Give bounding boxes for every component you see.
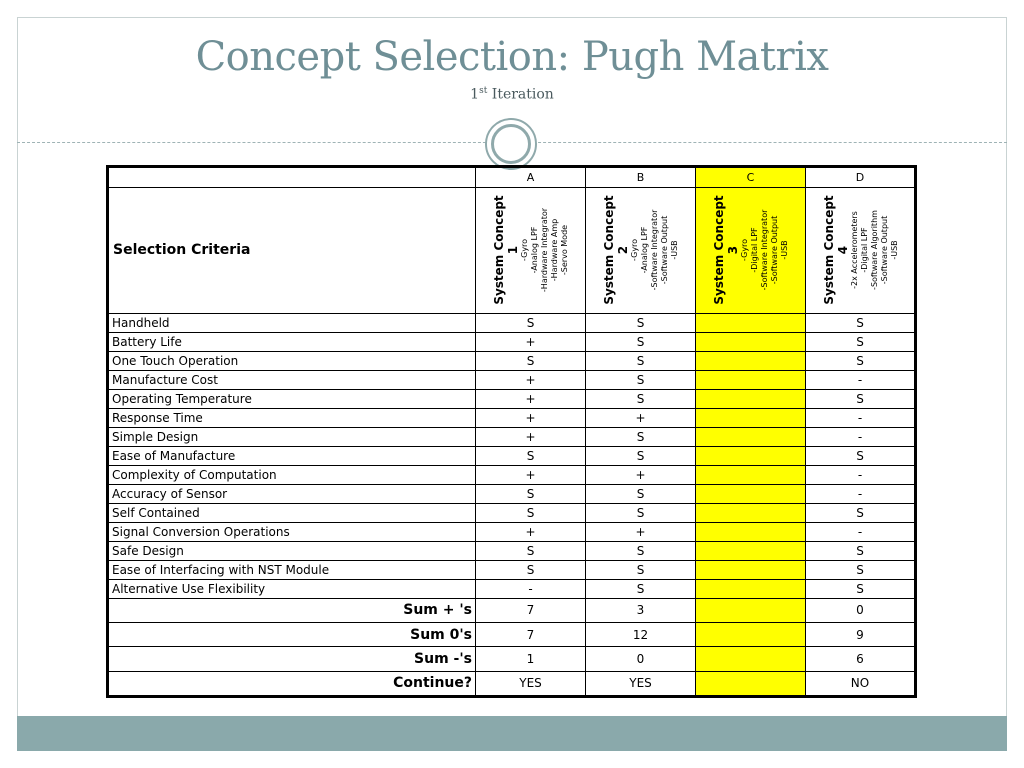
concept-name: System Concept 2 — [602, 195, 630, 306]
score-cell-c — [696, 541, 806, 560]
slide-subtitle — [0, 86, 1024, 103]
concept-feature: -Gyro — [740, 239, 749, 262]
footer-bar — [17, 716, 1007, 751]
subtitle-number: 1 — [470, 86, 480, 103]
score-cell-b: + — [586, 408, 696, 427]
table-row — [108, 389, 916, 408]
score-cell-a: + — [476, 370, 586, 389]
score-cell-a: S — [476, 351, 586, 370]
concept-feature: -Software Integrator — [760, 210, 769, 291]
score-cell-c — [696, 332, 806, 351]
table-row — [108, 484, 916, 503]
summary-row — [108, 671, 916, 696]
table-row — [108, 408, 916, 427]
score-cell-a: + — [476, 465, 586, 484]
column-letter-row — [108, 167, 916, 188]
score-cell-c — [696, 503, 806, 522]
concept-feature: -Software Integrator — [650, 210, 659, 291]
concept-feature: -2x Accelerometers — [850, 211, 859, 290]
score-cell-b: S — [586, 332, 696, 351]
score-cell-c — [696, 427, 806, 446]
table-row — [108, 579, 916, 598]
concept-feature: -Hardware Amp — [550, 219, 559, 282]
score-cell-b: + — [586, 465, 696, 484]
score-cell-b: S — [586, 313, 696, 332]
score-cell-d: S — [806, 351, 916, 370]
score-cell-c — [696, 522, 806, 541]
concept-feature: -Software Algorithm — [870, 210, 879, 291]
criterion-label: Safe Design — [108, 541, 476, 560]
score-cell-d: - — [806, 522, 916, 541]
summary-cell-b: 12 — [586, 623, 696, 647]
summary-cell-c — [696, 598, 806, 622]
criterion-label: Ease of Manufacture — [108, 446, 476, 465]
score-cell-d: - — [806, 427, 916, 446]
score-cell-c — [696, 560, 806, 579]
score-cell-d: S — [806, 503, 916, 522]
subtitle-text: Iteration — [487, 86, 554, 103]
pugh-matrix-table — [106, 165, 917, 698]
criterion-label: Signal Conversion Operations — [108, 522, 476, 541]
column-letter-a: A — [476, 167, 586, 188]
criterion-label: Battery Life — [108, 332, 476, 351]
corner-cell — [108, 167, 476, 188]
score-cell-c — [696, 465, 806, 484]
concept-feature: -Gyro — [630, 239, 639, 262]
concept-header-b — [586, 188, 696, 314]
table-row — [108, 427, 916, 446]
score-cell-b: S — [586, 446, 696, 465]
score-cell-a: S — [476, 541, 586, 560]
concept-feature: -Digital LPF — [750, 227, 759, 274]
score-cell-d: - — [806, 370, 916, 389]
summary-cell-d: 0 — [806, 598, 916, 622]
table-row — [108, 313, 916, 332]
summary-cell-b: 3 — [586, 598, 696, 622]
concept-feature: -USB — [780, 240, 789, 261]
score-cell-d: S — [806, 313, 916, 332]
concept-header-a — [476, 188, 586, 314]
summary-cell-a: 1 — [476, 647, 586, 671]
concept-feature: -Software Output — [880, 216, 889, 285]
score-cell-c — [696, 313, 806, 332]
score-cell-d: - — [806, 465, 916, 484]
score-cell-a: + — [476, 408, 586, 427]
criterion-label: Ease of Interfacing with NST Module — [108, 560, 476, 579]
score-cell-d: - — [806, 408, 916, 427]
summary-cell-b: YES — [586, 671, 696, 696]
score-cell-d: - — [806, 484, 916, 503]
concept-feature: -USB — [890, 240, 899, 261]
score-cell-a: + — [476, 332, 586, 351]
concept-feature: -Software Output — [660, 216, 669, 285]
table-row — [108, 541, 916, 560]
summary-cell-b: 0 — [586, 647, 696, 671]
summary-cell-d: NO — [806, 671, 916, 696]
score-cell-d: S — [806, 332, 916, 351]
criterion-label: Simple Design — [108, 427, 476, 446]
score-cell-c — [696, 351, 806, 370]
criterion-label: Alternative Use Flexibility — [108, 579, 476, 598]
score-cell-a: - — [476, 579, 586, 598]
score-cell-c — [696, 446, 806, 465]
score-cell-b: S — [586, 370, 696, 389]
selection-criteria-header: Selection Criteria — [108, 188, 476, 314]
summary-label: Continue? — [108, 671, 476, 696]
score-cell-b: S — [586, 484, 696, 503]
score-cell-d: S — [806, 541, 916, 560]
concept-name: System Concept 3 — [712, 195, 740, 306]
table-row — [108, 446, 916, 465]
table-row — [108, 465, 916, 484]
score-cell-c — [696, 408, 806, 427]
summary-row — [108, 623, 916, 647]
concept-feature: -Software Output — [770, 216, 779, 285]
concept-name: System Concept 1 — [492, 195, 520, 306]
summary-cell-c — [696, 647, 806, 671]
concept-header-row — [108, 188, 916, 314]
criterion-label: Complexity of Computation — [108, 465, 476, 484]
score-cell-c — [696, 484, 806, 503]
criterion-label: Manufacture Cost — [108, 370, 476, 389]
column-letter-b: B — [586, 167, 696, 188]
summary-cell-a: 7 — [476, 623, 586, 647]
score-cell-d: S — [806, 579, 916, 598]
score-cell-a: S — [476, 313, 586, 332]
score-cell-a: + — [476, 427, 586, 446]
criterion-label: Handheld — [108, 313, 476, 332]
summary-label: Sum + 's — [108, 598, 476, 622]
table-row — [108, 351, 916, 370]
concept-header-c — [696, 188, 806, 314]
table-row — [108, 503, 916, 522]
subtitle-superscript: st — [479, 86, 488, 96]
score-cell-d: S — [806, 446, 916, 465]
table-row — [108, 332, 916, 351]
concept-feature: -Gyro — [520, 239, 529, 262]
criterion-label: Operating Temperature — [108, 389, 476, 408]
summary-cell-c — [696, 671, 806, 696]
criterion-label: Accuracy of Sensor — [108, 484, 476, 503]
score-cell-c — [696, 370, 806, 389]
table-row — [108, 560, 916, 579]
concept-feature: -Digital LPF — [860, 227, 869, 274]
column-letter-d: D — [806, 167, 916, 188]
slide-title: Concept Selection: Pugh Matrix — [195, 34, 829, 80]
score-cell-a: S — [476, 560, 586, 579]
table-row — [108, 522, 916, 541]
summary-cell-d: 9 — [806, 623, 916, 647]
table-row — [108, 370, 916, 389]
summary-row — [108, 598, 916, 622]
concept-feature: -Hardware Integrator — [540, 208, 549, 293]
criterion-label: One Touch Operation — [108, 351, 476, 370]
score-cell-a: S — [476, 484, 586, 503]
summary-label: Sum 0's — [108, 623, 476, 647]
column-letter-c: C — [696, 167, 806, 188]
concept-name: System Concept 4 — [822, 195, 850, 306]
concept-feature: -Servo Mode — [560, 225, 569, 276]
score-cell-b: + — [586, 522, 696, 541]
score-cell-b: S — [586, 541, 696, 560]
score-cell-b: S — [586, 427, 696, 446]
score-cell-c — [696, 579, 806, 598]
summary-label: Sum -'s — [108, 647, 476, 671]
score-cell-d: S — [806, 389, 916, 408]
score-cell-b: S — [586, 389, 696, 408]
criterion-label: Self Contained — [108, 503, 476, 522]
score-cell-a: S — [476, 446, 586, 465]
summary-cell-c — [696, 623, 806, 647]
concept-feature: -USB — [670, 240, 679, 261]
summary-row — [108, 647, 916, 671]
concept-feature: -Analog LPF — [530, 227, 539, 274]
concept-feature: -Analog LPF — [640, 227, 649, 274]
score-cell-b: S — [586, 560, 696, 579]
score-cell-a: + — [476, 522, 586, 541]
score-cell-b: S — [586, 579, 696, 598]
score-cell-b: S — [586, 351, 696, 370]
score-cell-c — [696, 389, 806, 408]
score-cell-d: S — [806, 560, 916, 579]
divider-ornament-inner — [491, 124, 531, 164]
summary-cell-a: YES — [476, 671, 586, 696]
summary-cell-d: 6 — [806, 647, 916, 671]
summary-cell-a: 7 — [476, 598, 586, 622]
score-cell-a: + — [476, 389, 586, 408]
criterion-label: Response Time — [108, 408, 476, 427]
score-cell-a: S — [476, 503, 586, 522]
score-cell-b: S — [586, 503, 696, 522]
concept-header-d — [806, 188, 916, 314]
